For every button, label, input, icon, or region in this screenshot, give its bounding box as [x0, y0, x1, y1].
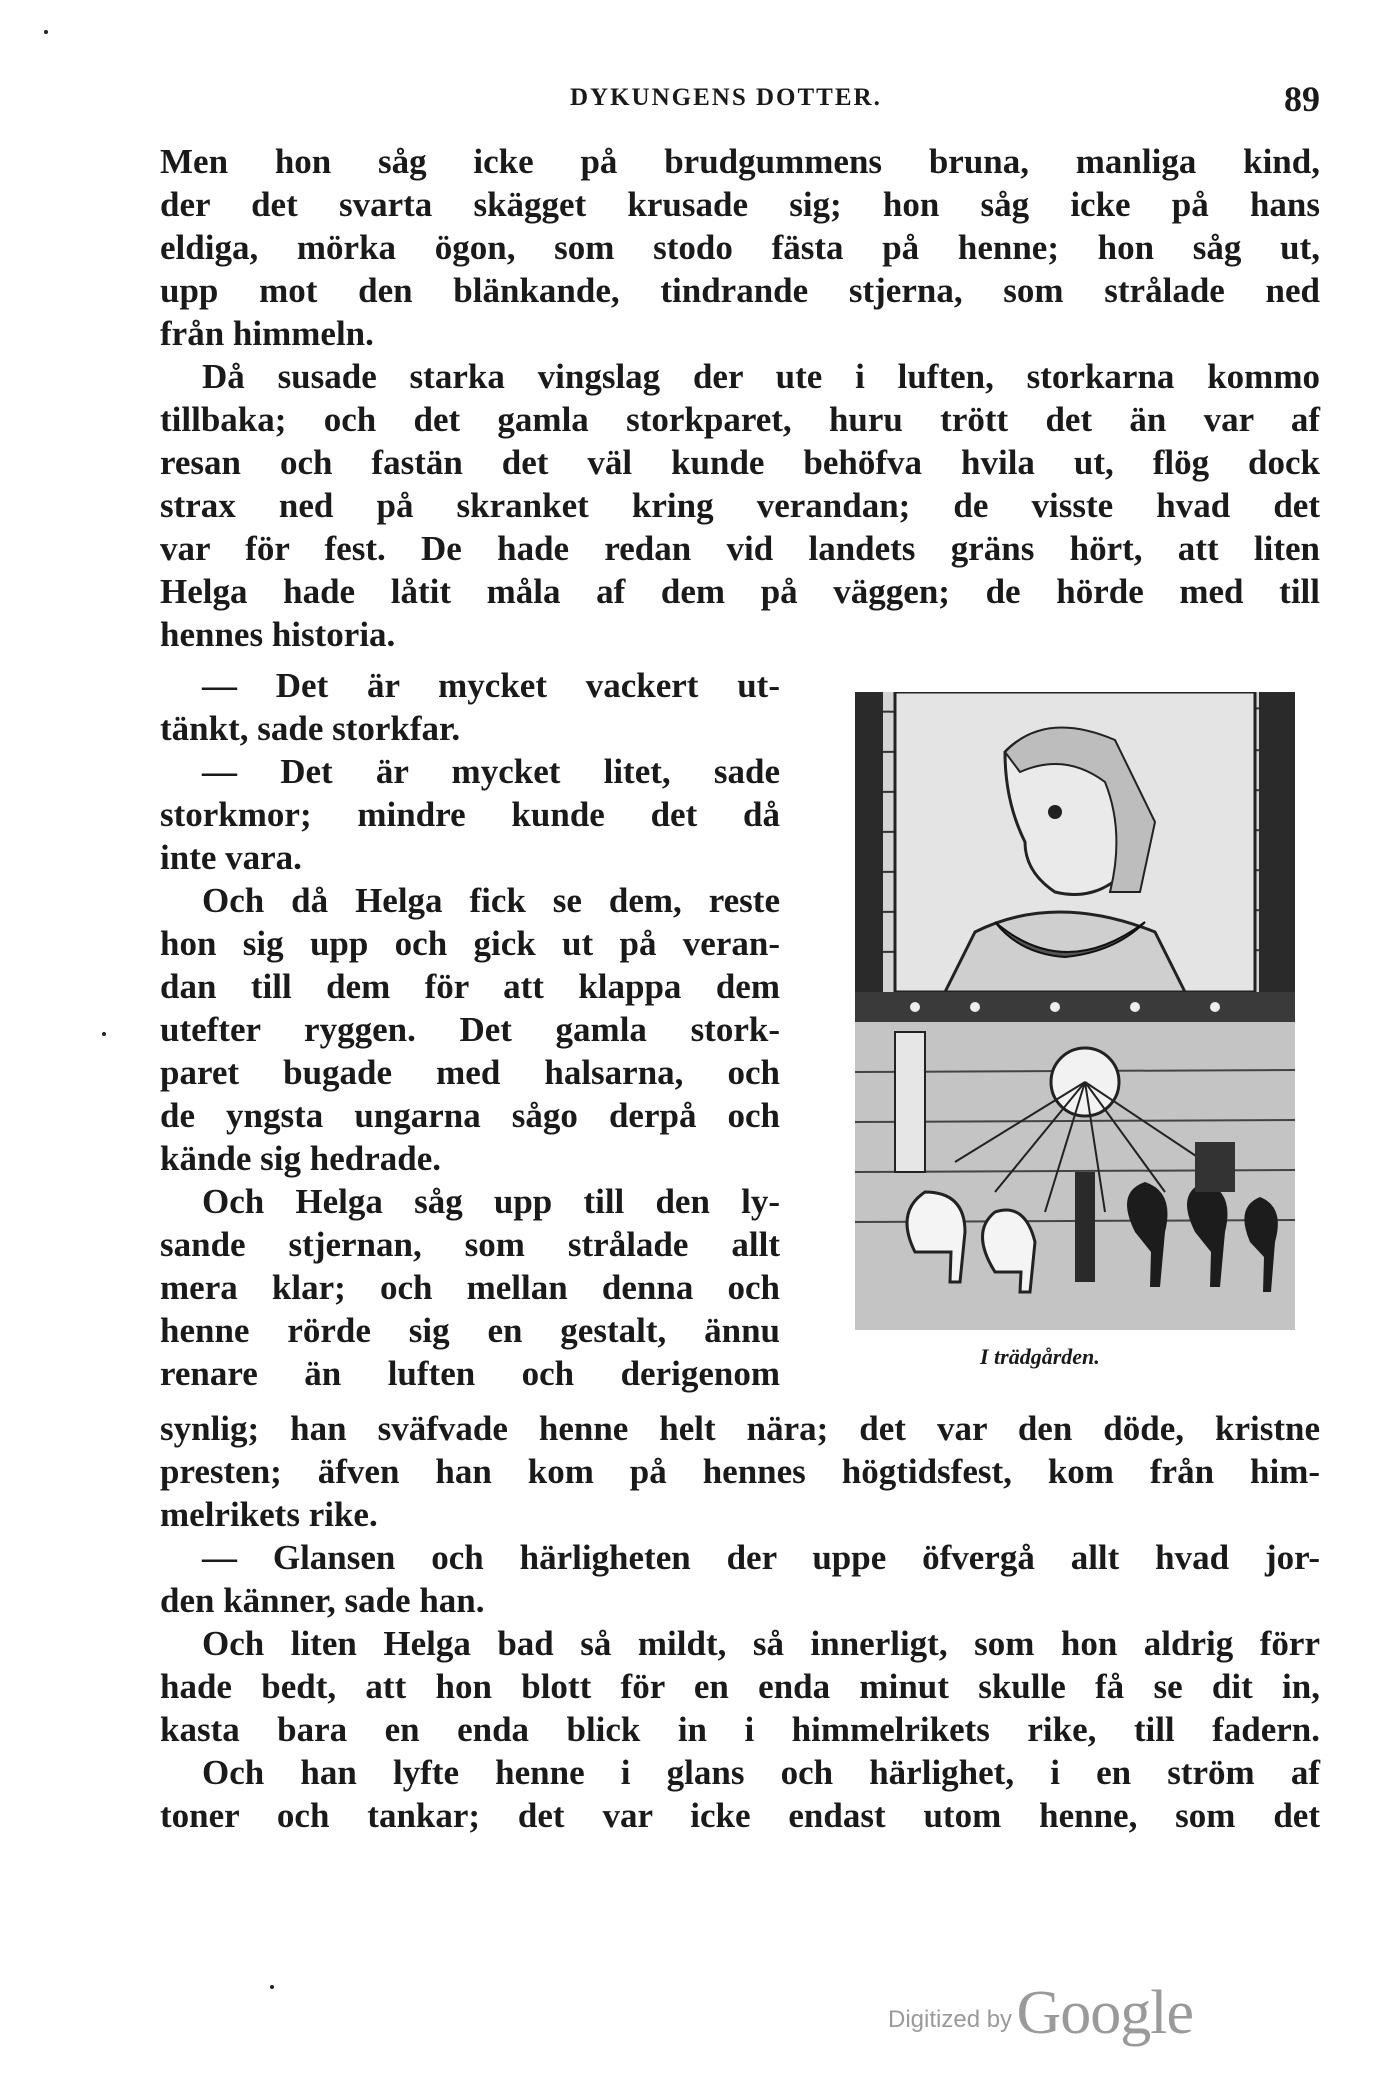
text-line: eldiga, mörka ögon, som stodo fästa på henne; hon såg ut, [160, 228, 1320, 267]
digitized-by-label: Digitized by [888, 2006, 1013, 2033]
text-line: Helga hade låtit måla af dem på väggen; de hörde med till [160, 572, 1320, 611]
text-line: mera klar; och mellan denna och [160, 1268, 780, 1307]
text-line: der det svarta skägget krusade sig; hon såg icke på hans [160, 185, 1320, 224]
text-block-bottom [160, 1407, 1320, 1837]
text-line: hon sig upp och gick ut på veran- [160, 924, 780, 963]
text-line: från himmeln. [160, 314, 374, 353]
text-line: melrikets rike. [160, 1495, 378, 1534]
egyptian-mural-illustration-icon [855, 692, 1295, 1330]
running-title: DYKUNGENS DOTTER. [570, 84, 882, 111]
text-line: den känner, sade han. [160, 1581, 485, 1620]
text-line: Och han lyfte henne i glans och härlighet, i en ström af [202, 1753, 1320, 1792]
text-line: sande stjernan, som strålade allt [160, 1225, 780, 1264]
digitized-by-watermark [888, 1978, 1193, 2049]
figure-caption: I trädgården. [980, 1344, 1100, 1369]
text-line: tänkt, sade storkfar. [160, 709, 461, 748]
text-line: tillbaka; och det gamla storkparet, huru trött det än var af [160, 400, 1320, 439]
text-line: storkmor; mindre kunde det då [160, 795, 780, 834]
text-line: Och Helga såg upp till den ly- [202, 1182, 780, 1221]
google-logo: Google [1016, 1979, 1194, 2047]
text-line: synlig; han sväfvade henne helt nära; det var den döde, kristne [160, 1409, 1320, 1448]
text-line: upp mot den blänkande, tindrande stjerna, som strålade ned [160, 271, 1320, 310]
text-line: kasta bara en enda blick in i himmelrikets rike, till fadern. [160, 1710, 1320, 1749]
text-line: toner och tankar; det var icke endast utom henne, som det [160, 1796, 1320, 1835]
text-line: henne rörde sig en gestalt, ännu [160, 1311, 780, 1350]
text-line: — Det är mycket vackert ut- [202, 666, 780, 705]
page-number: 89 [1284, 79, 1320, 119]
text-line: Och liten Helga bad så mildt, så innerligt, som hon aldrig förr [202, 1624, 1320, 1663]
text-line: de yngsta ungarna sågo derpå och [160, 1096, 780, 1135]
text-line: — Glansen och härligheten der uppe öfvergå allt hvad jor- [202, 1538, 1320, 1577]
text-line: utefter ryggen. Det gamla stork- [160, 1010, 780, 1049]
text-line: paret bugade med halsarna, och [160, 1053, 780, 1092]
text-line: var för fest. De hade redan vid landets gräns hört, att liten [160, 529, 1320, 568]
scan-speck [44, 30, 48, 34]
scan-speck [270, 1985, 274, 1989]
text-line: renare än luften och derigenom [160, 1354, 780, 1393]
text-line: dan till dem för att klappa dem [160, 967, 780, 1006]
text-line: resan och fastän det väl kunde behöfva hvila ut, flög dock [160, 443, 1320, 482]
text-line: Då susade starka vingslag der ute i luften, storkarna kommo [202, 357, 1320, 396]
text-block-top [160, 140, 1320, 656]
scan-speck [102, 1032, 106, 1036]
page-header [160, 78, 1320, 118]
text-line: Och då Helga fick se dem, reste [202, 881, 780, 920]
text-line: inte vara. [160, 838, 302, 877]
text-line: presten; äfven han kom på hennes högtidsfest, kom från him- [160, 1452, 1320, 1491]
text-line: hennes historia. [160, 615, 396, 654]
text-block-left-column [160, 664, 780, 1395]
text-line: strax ned på skranket kring verandan; de visste hvad det [160, 486, 1320, 525]
text-line: — Det är mycket litet, sade [202, 752, 780, 791]
text-line: kände sig hedrade. [160, 1139, 442, 1178]
text-line: Men hon såg icke på brudgummens bruna, manliga kind, [160, 142, 1320, 181]
text-line: hade bedt, att hon blott för en enda minut skulle få se dit in, [160, 1667, 1320, 1706]
